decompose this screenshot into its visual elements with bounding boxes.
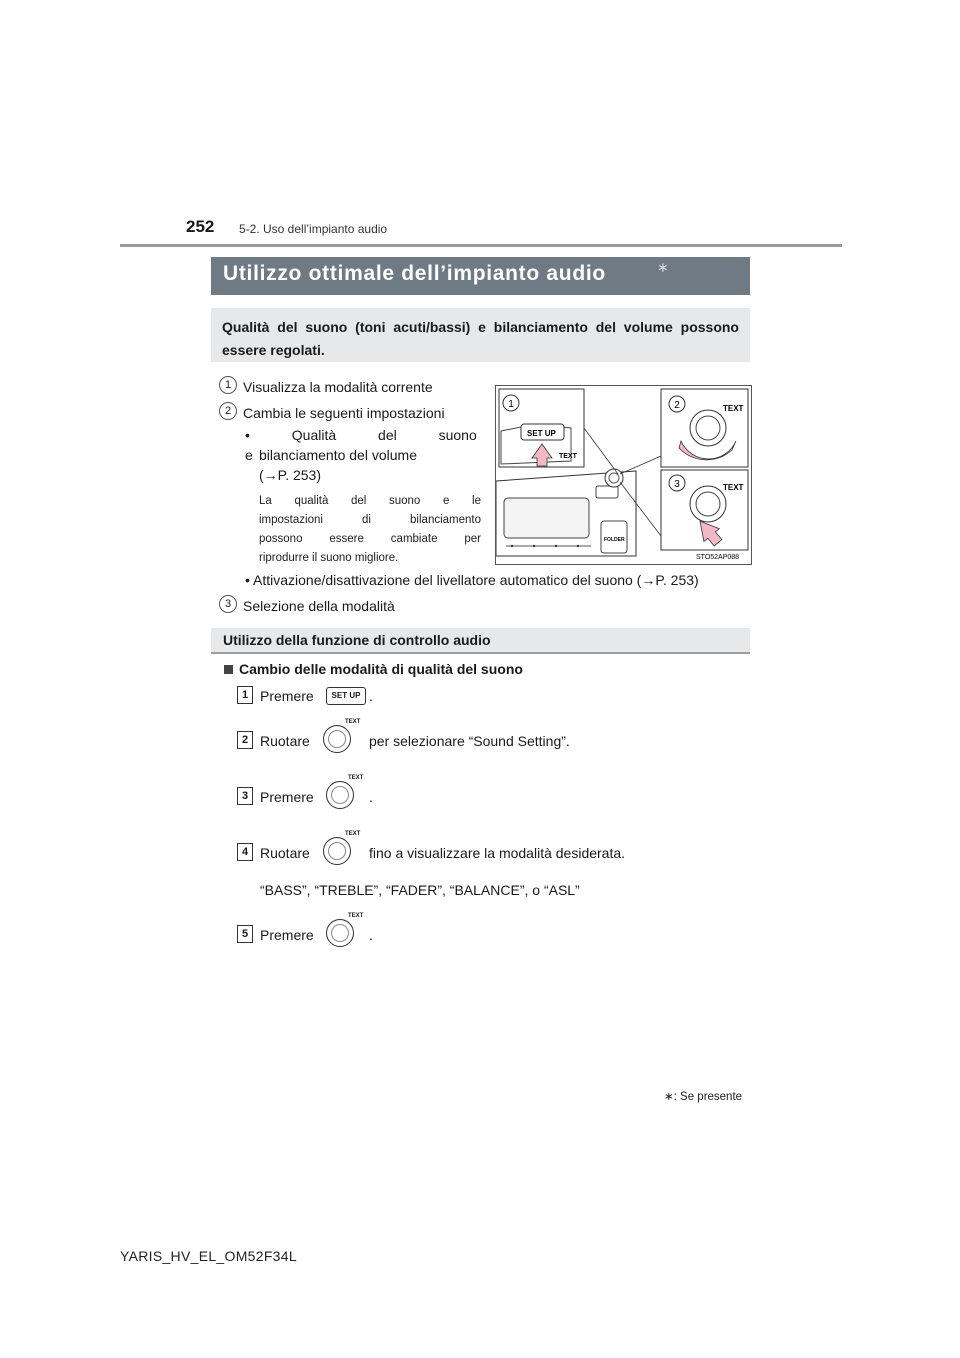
audio-panel-illustration [496,386,751,564]
step-verb-4: Ruotare [260,845,310,861]
step-number-2: 2 [237,731,253,749]
footnote [664,1089,742,1103]
folder-label: FOLDER [604,537,625,543]
title-bar [211,257,750,295]
procedure-title-text: Cambio delle modalità di qualità del suono [239,661,523,677]
callout-text-2: Cambia le seguenti impostazioni [243,405,445,421]
callout-text-1: Visualizza la modalità corrente [243,379,433,395]
step-number-1: 1 [237,686,253,704]
bullet-text: • Qualità del suono e [245,427,477,463]
step-verb-3: Premere [260,789,314,805]
knob-label: TEXT [348,913,364,919]
page-title: Utilizzo ottimale dell’impianto audio [223,262,606,285]
figure-callout-1: 1 [508,399,514,410]
footnote-text: : Se presente [673,1091,743,1103]
note-line: impostazioni di bilanciamento [259,514,481,526]
step-number-5: 5 [237,925,253,943]
callout-text-3: Selezione della modalità [243,598,395,614]
intro-box [211,308,750,362]
step-after-4: fino a visualizzare la modalità desiderata. [369,845,626,861]
text-knob-icon [326,781,354,809]
knob-label: TEXT [348,775,364,781]
page-reference: (→P. 253) [259,467,321,483]
procedure-title [224,661,523,677]
step-number-4: 4 [237,843,253,861]
figure-callout-3: 3 [674,479,680,490]
audio-panel-figure [495,385,752,565]
text-knob-icon [323,725,351,753]
subheading-bar [211,628,750,654]
mode-options: “BASS”, “TREBLE”, “FADER”, “BALANCE”, o “ASL” [260,882,580,898]
note-line: riprodurre il suono migliore. [259,552,399,564]
subheading-text: Utilizzo della funzione di controllo audio [223,632,491,648]
step-after-3: . [369,789,373,805]
note-line: possono essere cambiate per [259,533,481,545]
callout-number-1: 1 [219,376,237,394]
header-rule [120,244,842,247]
step-verb-1: Premere [260,688,314,704]
step-verb-5: Premere [260,927,314,943]
figure-callout-2: 2 [674,400,680,411]
step-after-5: . [369,927,373,943]
knob-text-label-2: TEXT [723,404,744,413]
step-after-2: per selezionare “Sound Setting”. [369,733,570,749]
footnote-marker: ∗ [664,1091,674,1103]
note-line: La qualità del suono e le [259,495,481,507]
model-code: YARIS_HV_EL_OM52F34L [120,1248,297,1264]
text-knob-icon [323,837,351,865]
step-after-1: . [369,688,373,704]
step-verb-2: Ruotare [260,733,310,749]
page-number: 252 [186,217,215,236]
bullet-auto-leveler: • Attivazione/disattivazione del livellatore automatico del suono (→P. 253) [245,572,699,588]
step-number-3: 3 [237,787,253,805]
setup-label: SET UP [527,429,556,438]
square-bullet-icon [224,665,233,674]
bullet-text-continued: bilanciamento del volume [259,447,417,463]
knob-text-label-3: TEXT [723,483,744,492]
intro-text: Qualità del suono (toni acuti/bassi) e bilanciamento del volume possono essere regolati. [222,319,739,358]
callout-number-3: 3 [219,595,237,613]
text-knob-icon [326,919,354,947]
asterisk-marker: ∗ [657,259,669,275]
callout-number-2: 2 [219,402,237,420]
knob-label: TEXT [345,831,361,837]
note-block [259,492,481,568]
figure-code: STO52AP088 [696,554,740,561]
setup-button-icon: SET UP [326,687,366,705]
section-title: 5-2. Uso dell’impianto audio [239,222,388,236]
knob-label: TEXT [345,719,361,725]
knob-text-label: TEXT [559,453,577,460]
